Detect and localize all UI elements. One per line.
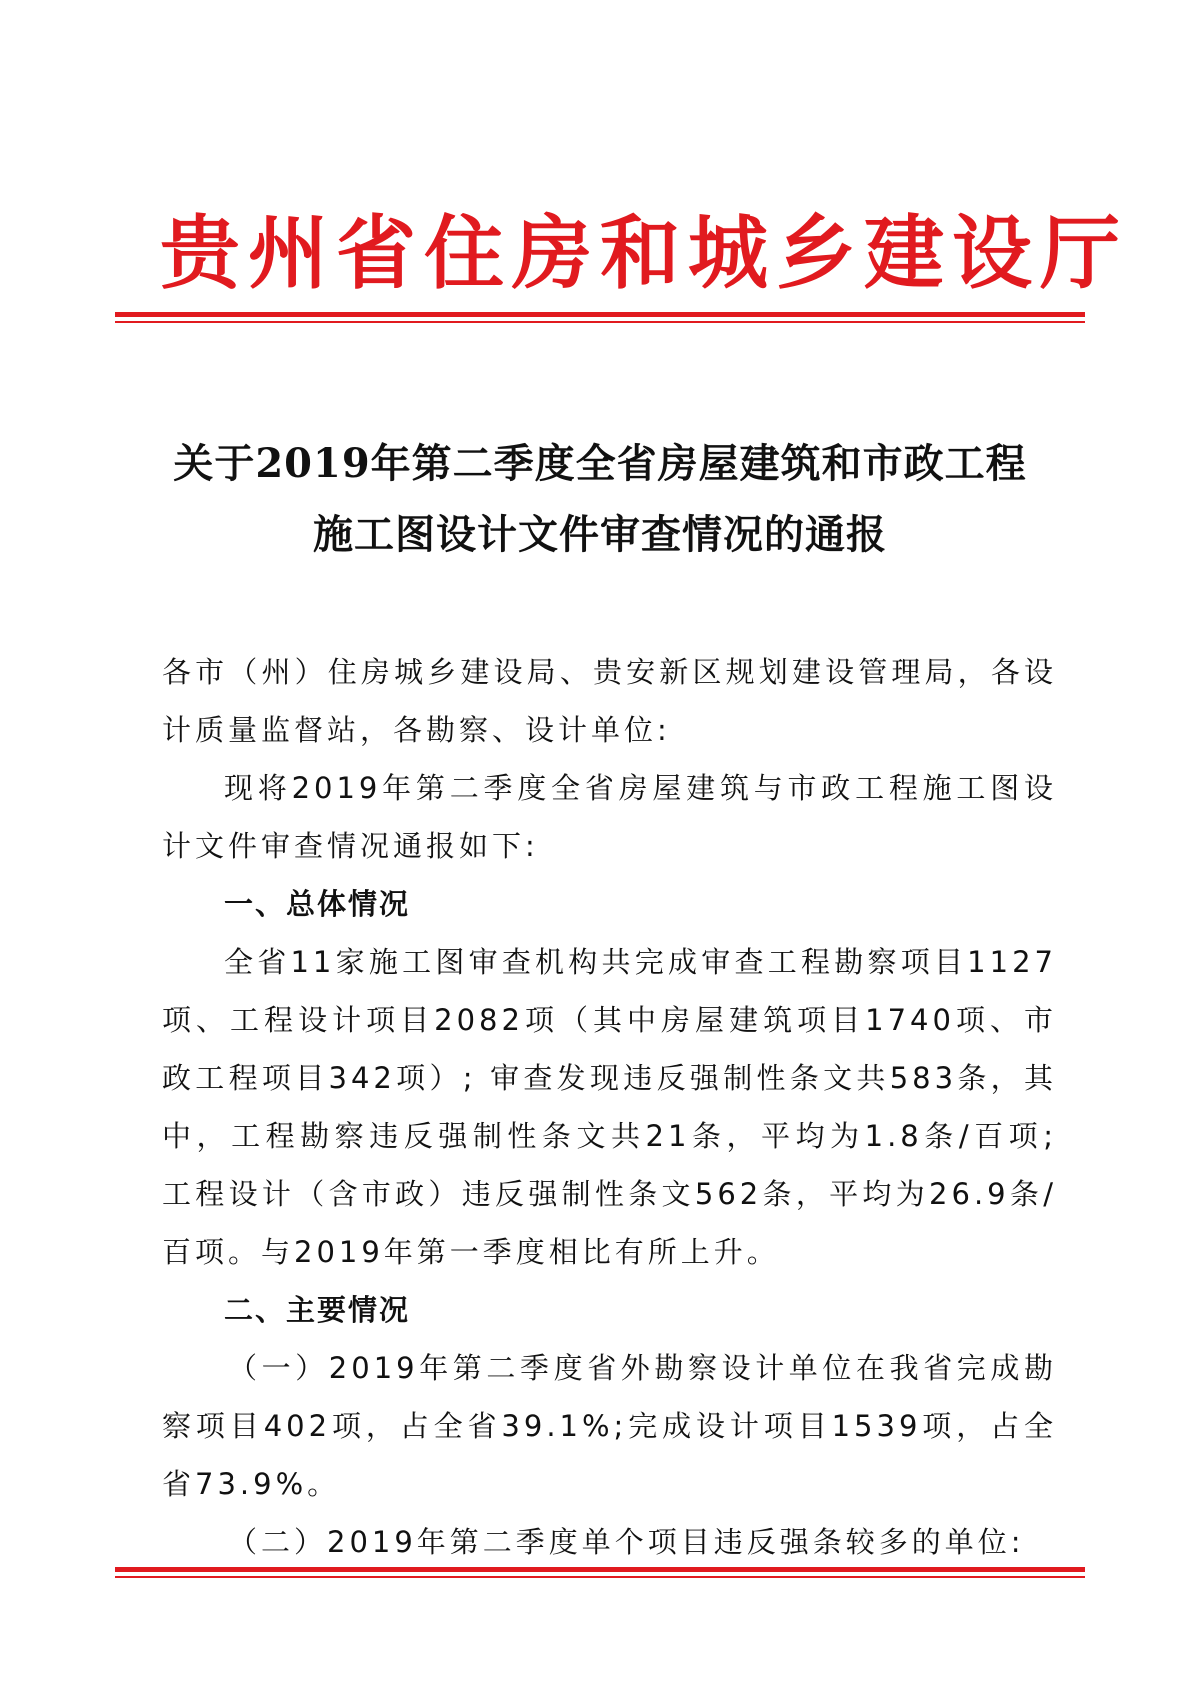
section-heading-overview: 一、总体情况 [224, 887, 411, 921]
divider-thick-line [115, 1567, 1085, 1572]
masthead-divider [115, 312, 1085, 323]
divider-thin-line [115, 321, 1085, 323]
overview-paragraph: 全省11家施工图审查机构共完成审查工程勘察项目1127项、工程设计项目2082项（其中房屋建筑项目1740项、市政工程项目342项）; 审查发现违反强制性条文共583条，其中，工程勘察违反强制性条文共21条，平均为1.8条/百项; 工程设计（含市政）违反强制性条文562条，平均为26.9条/百项。与2019年第一季度相比有所上升。 [162, 945, 1057, 1269]
divider-thick-line [115, 312, 1085, 317]
footer-divider [115, 1567, 1085, 1578]
section-heading-main: 二、主要情况 [224, 1293, 411, 1327]
intro-paragraph: 现将2019年第二季度全省房屋建筑与市政工程施工图设计文件审查情况通报如下: [162, 771, 1057, 863]
addressee: 各市（州）住房城乡建设局、贵安新区规划建设管理局，各设计质量监督站，各勘察、设计单位: [162, 655, 1057, 747]
main-item-1: （一）2019年第二季度省外勘察设计单位在我省完成勘察项目402项，占全省39.1%;完成设计项目1539项，占全省73.9%。 [162, 1351, 1057, 1501]
main-item-2: （二）2019年第二季度单个项目违反强条较多的单位: [228, 1525, 1025, 1559]
issuer-masthead: 贵州省住房和城乡建设厅 [160, 206, 1128, 300]
divider-thin-line [115, 1576, 1085, 1578]
document-title-line-1: 关于2019年第二季度全省房屋建筑和市政工程 [173, 440, 1027, 487]
document-title-line-2: 施工图设计文件审查情况的通报 [313, 511, 887, 558]
document-body [162, 643, 1057, 1571]
